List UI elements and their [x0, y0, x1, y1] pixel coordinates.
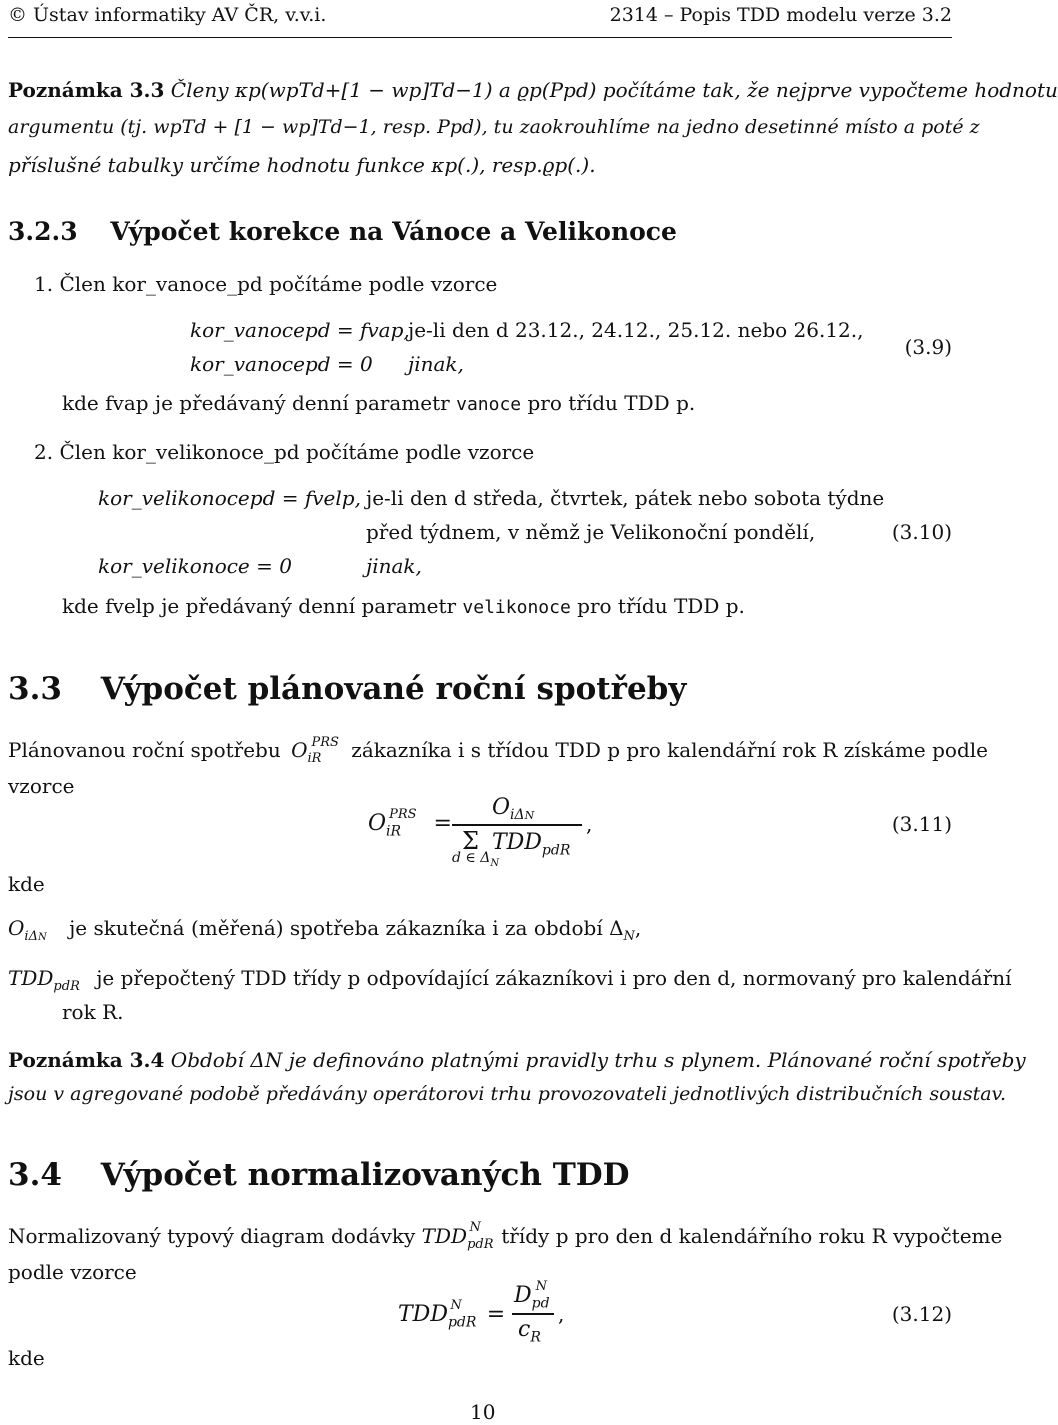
eq-3-12-comma: , [558, 1302, 565, 1326]
section-title: Výpočet plánované roční spotřeby [100, 671, 687, 707]
eq-3-10-line-1-rhs: je-li den d středa, čtvrtek, pátek nebo sobota týdne [366, 486, 885, 510]
section-number: 3.2.3 [8, 217, 78, 246]
section-3-3-kde: kde [8, 872, 45, 896]
running-header-left [8, 4, 326, 28]
symbol-TDD-pdR-N: $TDD_{pdR}^N$ [421, 1220, 494, 1252]
eq-3-12-lhs: $TDD_{pdR}^N$ = [398, 1297, 506, 1331]
para-text: Plánovanou roční spotřebu [8, 738, 281, 762]
item-2-intro: 2. Člen kor_velikonoce_pd počítáme podle vzorce [34, 440, 535, 464]
section-3-4-para-line-1 [8, 1220, 1003, 1252]
eq-3-12-fraction-bar [512, 1313, 554, 1315]
note-3-4-line-2: jsou v agregované podobě předávány operátorovi trhu provozovateli jednotlivých distribučních soustav. [8, 1083, 1007, 1105]
eq-3-9-line-2-rhs: jinak, [408, 352, 464, 376]
eq-3-11-denominator: Σ $TDD_{pdR}$ [462, 827, 571, 859]
eq-3-11-comma: , [586, 812, 593, 836]
note-3-3-label: Poznámka 3.3 [8, 78, 165, 102]
eq-3-10-line-1-lhs: kor_velikonocepd = fvelp, [98, 486, 361, 510]
section-3-3-para-line-2: vzorce [8, 774, 75, 798]
item-1-intro: 1. Člen kor_vanoce_pd počítáme podle vzorce [34, 272, 498, 296]
eq-3-9-line-1-lhs: kor_vanocepd = fvap, [190, 318, 410, 342]
eq-3-9-line-1-rhs: je-li den d 23.12., 24.12., 25.12. nebo 26.12., [408, 318, 864, 342]
eq-3-10-line-1b-rhs: před týdnem, v němž je Velikonoční pondělí, [366, 520, 816, 544]
denominator-symbol: TDD [491, 830, 542, 855]
item-2-definition [62, 594, 745, 620]
equation-number-3-10: (3.10) [891, 520, 952, 544]
para-text: Normalizovaný typový diagram dodávky [8, 1224, 416, 1248]
para-text-tail: zákazníka i s třídou TDD p pro kalendářní rok R získáme podle [351, 738, 988, 762]
eq-3-11-lhs: $O_{iR}^{PRS}$ = [368, 806, 452, 840]
note-3-3-line-3: příslušné tabulky určíme hodnotu funkce κp(.), resp.ϱp(.). [8, 153, 596, 177]
running-header-right: 2314 – Popis TDD modelu verze 3.2 [609, 4, 952, 26]
definition-O-text: je skutečná (měřená) spotřeba zákazníka i za období Δ [69, 916, 624, 940]
note-3-4-text-1: Období ΔN je definováno platnými pravidly trhu s plynem. Plánované roční spotřeby [170, 1048, 1026, 1072]
eq-3-11-lhs-symbol: O [368, 811, 387, 836]
definition-TDD-text: je přepočtený TDD třídy p odpovídající zákazníkovi i pro den d, normovaný pro kalendářní [96, 966, 1012, 990]
item-1-definition-tail: pro třídu TDD p. [527, 391, 696, 415]
item-1-definition [62, 391, 695, 417]
section-3-4-heading [8, 1156, 630, 1195]
parameter-name-vanoce: vanoce [456, 394, 522, 415]
note-3-3-text-1: Členy κp(wpTd+[1 − wp]Td−1) a ϱp(Ppd) počítáme tak, že nejprve vypočteme hodnotu [170, 78, 1058, 102]
section-number: 3.3 [8, 671, 62, 707]
eq-3-9-line-2-lhs: kor_vanocepd = 0 [190, 352, 373, 376]
equation-number-3-11: (3.11) [891, 812, 952, 836]
item-2-definition-tail: pro třídu TDD p. [577, 594, 745, 618]
section-3-4-kde: kde [8, 1346, 45, 1370]
eq-3-11-sum-index: d ∈ $\Delta_N$ [452, 850, 500, 869]
eq-3-12-numerator: $D_{pd}^N$ [514, 1278, 550, 1312]
eq-3-12-denominator: $c_R$ [518, 1317, 541, 1346]
section-title: Výpočet korekce na Vánoce a Velikonoce [110, 217, 677, 246]
section-title: Výpočet normalizovaných TDD [100, 1157, 630, 1193]
definition-TDD: $TDD_{pdR}$ je přepočtený TDD třídy p odpovídající zákazníkovi i pro den d, normovaný pro kalendářní [8, 966, 1012, 994]
section-3-3-heading [8, 670, 686, 709]
definition-TDD-cont: rok R. [62, 1000, 124, 1024]
note-3-4-line-1 [8, 1048, 1026, 1073]
item-1-definition-text: kde fvap je předávaný denní parametr [62, 391, 450, 415]
eq-3-11-numerator: $O_{i\Delta N}$ [492, 795, 535, 824]
eq-3-10-line-2-rhs: jinak, [366, 554, 422, 578]
definition-O: $O_{i\Delta N}$ je skutečná (měřená) spotřeba zákazníka i za období $\Delta_N$, [8, 916, 642, 944]
sum-index-text: d ∈ Δ [452, 850, 491, 866]
summation-sign: Σ [462, 827, 479, 855]
equation-number-3-9: (3.9) [904, 335, 952, 359]
symbol-O-iR-PRS: $O_{iR}^{PRS}$ [291, 735, 339, 766]
section-3-2-3-heading [8, 216, 677, 247]
numerator-symbol: O [492, 795, 511, 820]
item-2-definition-text: kde fvelp je předávaný denní parametr [62, 594, 457, 618]
copyright-symbol: © [8, 4, 27, 26]
para-text-tail: třídy p pro den d kalendářního roku R vypočteme [501, 1224, 1003, 1248]
section-3-3-para-line-1 [8, 735, 988, 766]
note-3-3-line-2: argumentu (tj. wpTd + [1 − wp]Td−1, resp. Ppd), tu zaokrouhlíme na jedno desetinné místo a poté z [8, 116, 980, 138]
section-3-4-para-line-2: podle vzorce [8, 1260, 137, 1284]
header-rule [8, 37, 952, 38]
parameter-name-velikonoce: velikonoce [462, 597, 571, 618]
section-number: 3.4 [8, 1157, 62, 1193]
note-3-4-label: Poznámka 3.4 [8, 1048, 165, 1072]
equation-number-3-12: (3.12) [891, 1302, 952, 1326]
eq-3-10-line-2-lhs: kor_velikonoce = 0 [98, 554, 292, 578]
note-3-3-line-1 [8, 78, 1058, 103]
page-number: 10 [470, 1400, 496, 1424]
institute-name: Ústav informatiky AV ČR, v.v.i. [33, 4, 327, 26]
